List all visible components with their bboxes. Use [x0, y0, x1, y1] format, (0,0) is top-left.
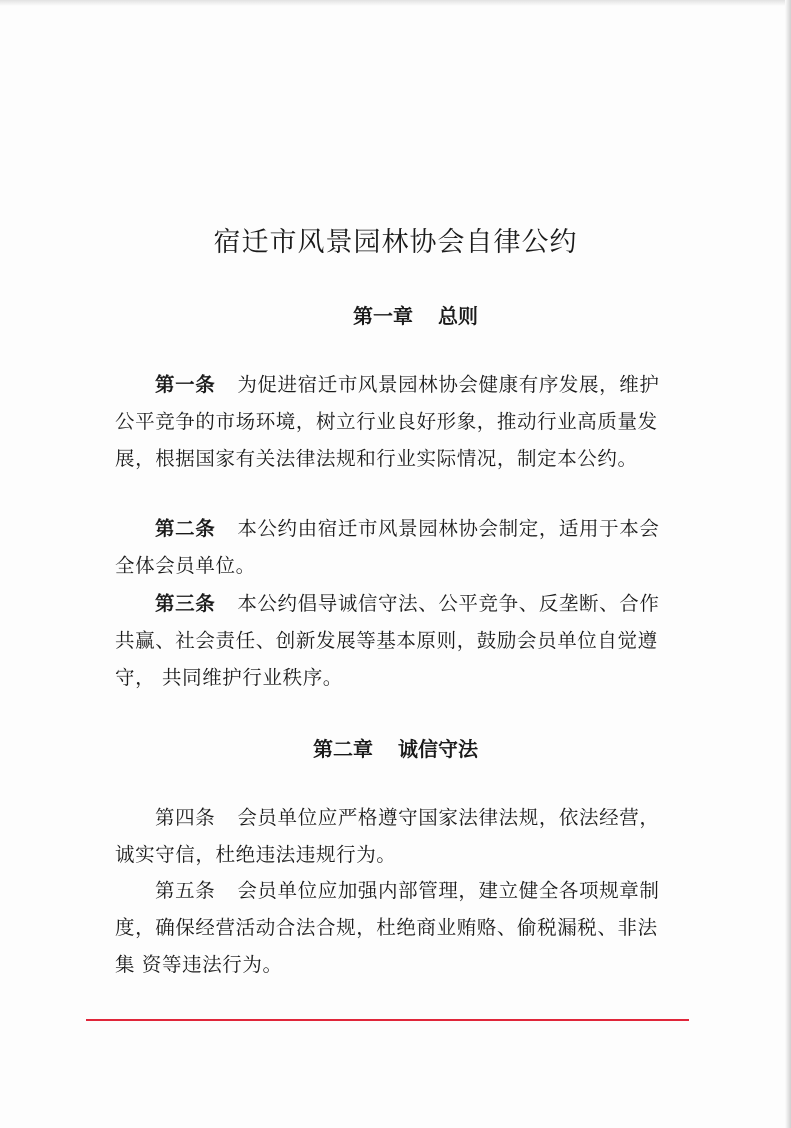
article-number: 第四条: [155, 806, 216, 829]
scan-edge-right: [785, 0, 791, 1128]
chapter-heading-1: 第一章 总则: [353, 304, 478, 328]
article-number: 第二条: [155, 517, 216, 540]
article-number: 第三条: [155, 592, 216, 615]
article-3: [115, 585, 675, 696]
document-title: 宿迁市风景园林协会自律公约: [213, 227, 578, 258]
article-text: 会员单位应加强内部管理，建立健全各项规章制度，确保经营活动合法合规，杜绝商业贿赂、偷税漏税、非法集 资等违法行为。: [115, 879, 660, 976]
scan-edge-top: [0, 0, 791, 6]
footer-red-rule: [86, 1019, 689, 1021]
article-text: 为促进宿迁市风景园林协会健康有序发展，维护公平竞争的市场环境，树立行业良好形象，推动行业高质量发展，根据国家有关法律法规和行业实际情况，制定本公约。: [115, 373, 660, 470]
article-number: 第五条: [155, 879, 216, 902]
article-5: [115, 872, 675, 983]
article-number: 第一条: [155, 373, 216, 396]
article-text: 会员单位应严格遵守国家法律法规，依法经营，诚实守信，杜绝违法违规行为。: [115, 806, 660, 866]
article-4: [115, 799, 675, 873]
article-text: 本公约由宿迁市风景园林协会制定，适用于本会全体会员单位。: [115, 517, 660, 577]
chapter-heading-2: 第二章 诚信守法: [313, 737, 478, 761]
article-text: 本公约倡导诚信守法、公平竞争、反垄断、合作共赢、社会责任、创新发展等基本原则，鼓励会员单位自觉遵守， 共同维护行业秩序。: [115, 592, 660, 689]
article-1: [115, 366, 675, 477]
article-2: [115, 510, 675, 584]
